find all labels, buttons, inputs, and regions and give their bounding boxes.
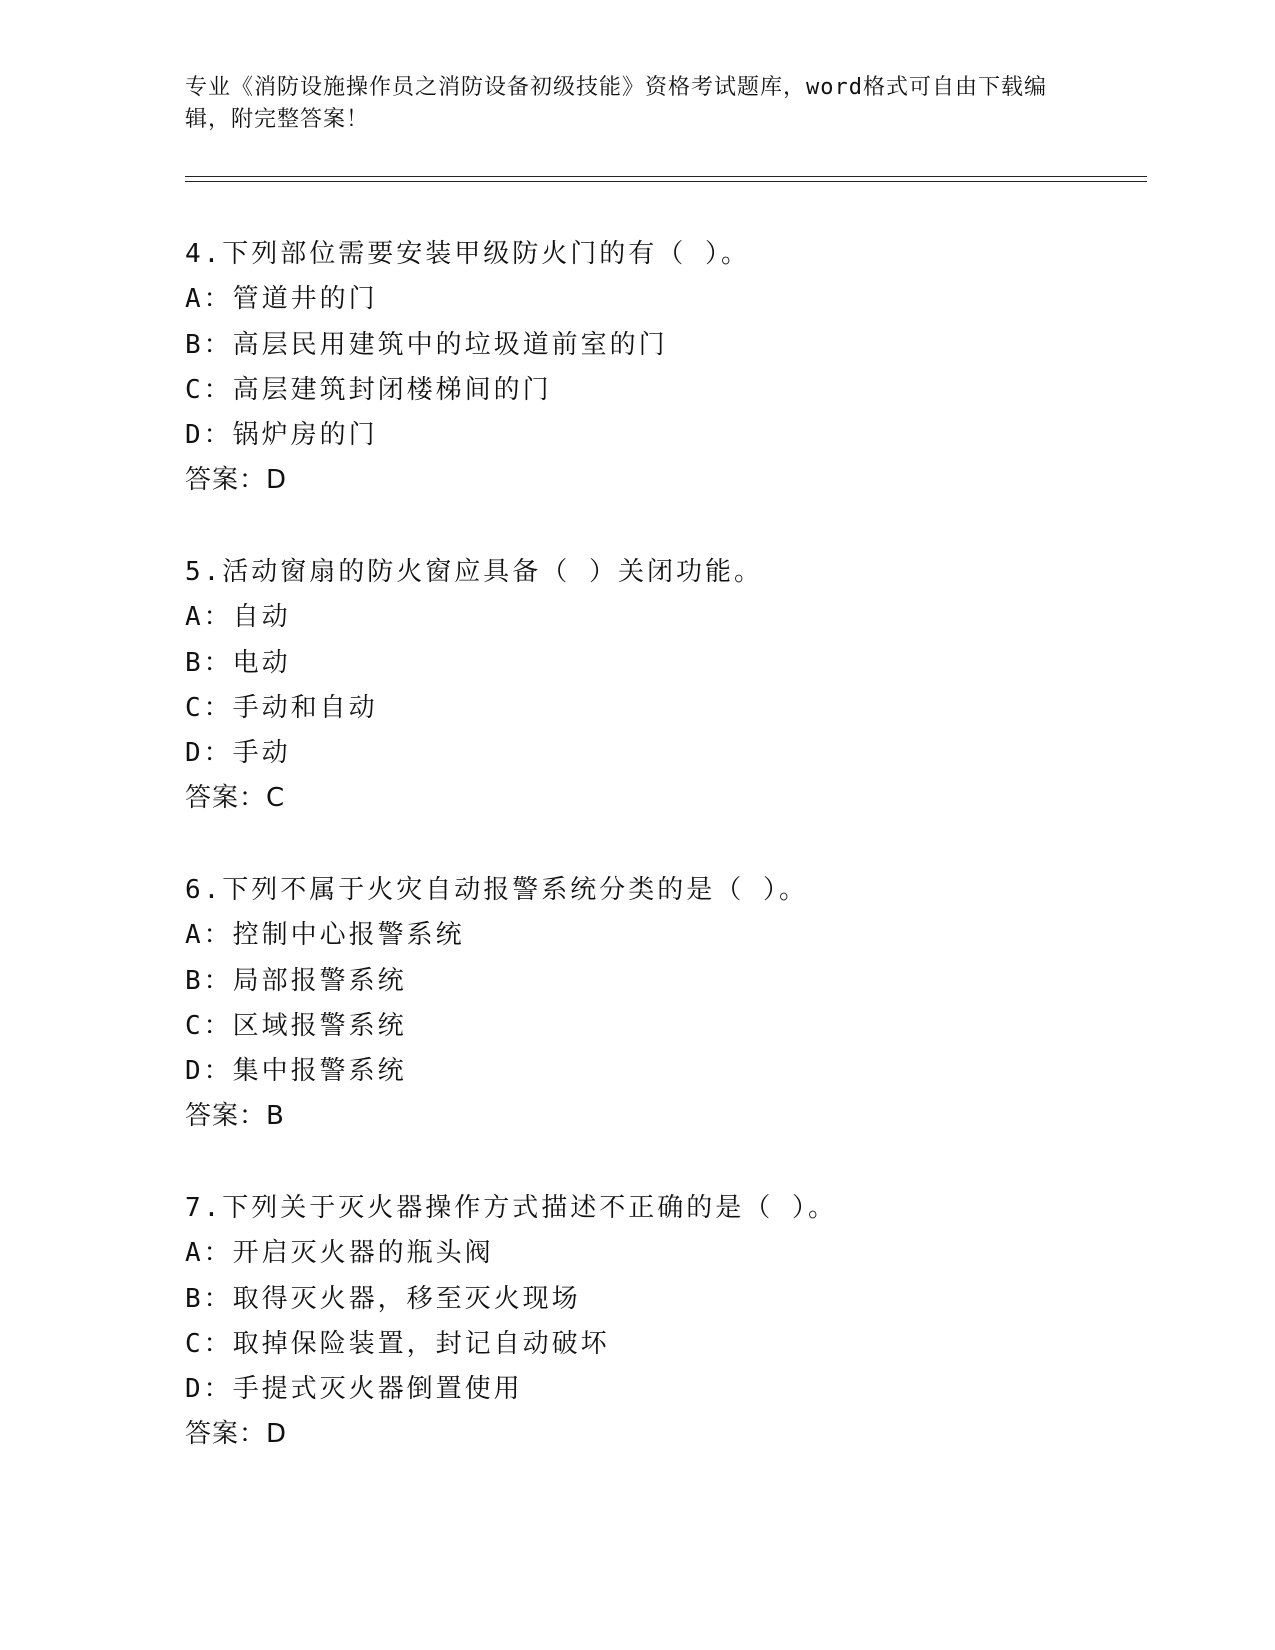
option-d: D：集中报警系统 xyxy=(185,1056,407,1087)
option-a: A：控制中心报警系统 xyxy=(185,920,465,951)
option-a: A：管道井的门 xyxy=(185,284,378,315)
question-stem: 5.活动窗扇的防火窗应具备（ ）关闭功能。 xyxy=(185,557,763,587)
question-6 xyxy=(185,868,1145,1186)
answer-label: 答案：B xyxy=(185,1101,285,1132)
option-b: B：局部报警系统 xyxy=(185,965,407,996)
option-c: C：手动和自动 xyxy=(185,692,378,723)
option-b: B：高层民用建筑中的垃圾道前室的门 xyxy=(185,329,668,360)
answer-label: 答案：D xyxy=(185,465,288,496)
answer-label: 答案：D xyxy=(185,1419,288,1450)
question-5 xyxy=(185,550,1145,868)
question-stem: 4.下列部位需要安装甲级防火门的有（ ）。 xyxy=(185,239,750,269)
question-list xyxy=(185,232,1145,1504)
option-d: D：手提式灭火器倒置使用 xyxy=(185,1374,523,1405)
option-d: D：手动 xyxy=(185,738,291,769)
question-4 xyxy=(185,232,1145,550)
question-7 xyxy=(185,1186,1145,1504)
option-d: D：锅炉房的门 xyxy=(185,420,378,451)
option-a: A：开启灭火器的瓶头阀 xyxy=(185,1238,494,1269)
option-c: C：取掉保险装置，封记自动破坏 xyxy=(185,1328,610,1359)
option-c: C：高层建筑封闭楼梯间的门 xyxy=(185,374,552,405)
question-stem: 6.下列不属于火灾自动报警系统分类的是（ ）。 xyxy=(185,875,808,905)
header-divider-bottom xyxy=(185,181,1147,182)
answer-label: 答案：C xyxy=(185,783,286,814)
header-divider-top xyxy=(185,176,1147,177)
option-a: A：自动 xyxy=(185,602,291,633)
question-stem: 7.下列关于灭火器操作方式描述不正确的是（ ）。 xyxy=(185,1193,837,1223)
document-header: 专业《消防设施操作员之消防设备初级技能》资格考试题库，word格式可自由下载编辑，附完整答案！ xyxy=(185,75,1047,132)
option-b: B：电动 xyxy=(185,647,291,678)
option-b: B：取得灭火器，移至灭火现场 xyxy=(185,1283,581,1314)
option-c: C：区域报警系统 xyxy=(185,1010,407,1041)
